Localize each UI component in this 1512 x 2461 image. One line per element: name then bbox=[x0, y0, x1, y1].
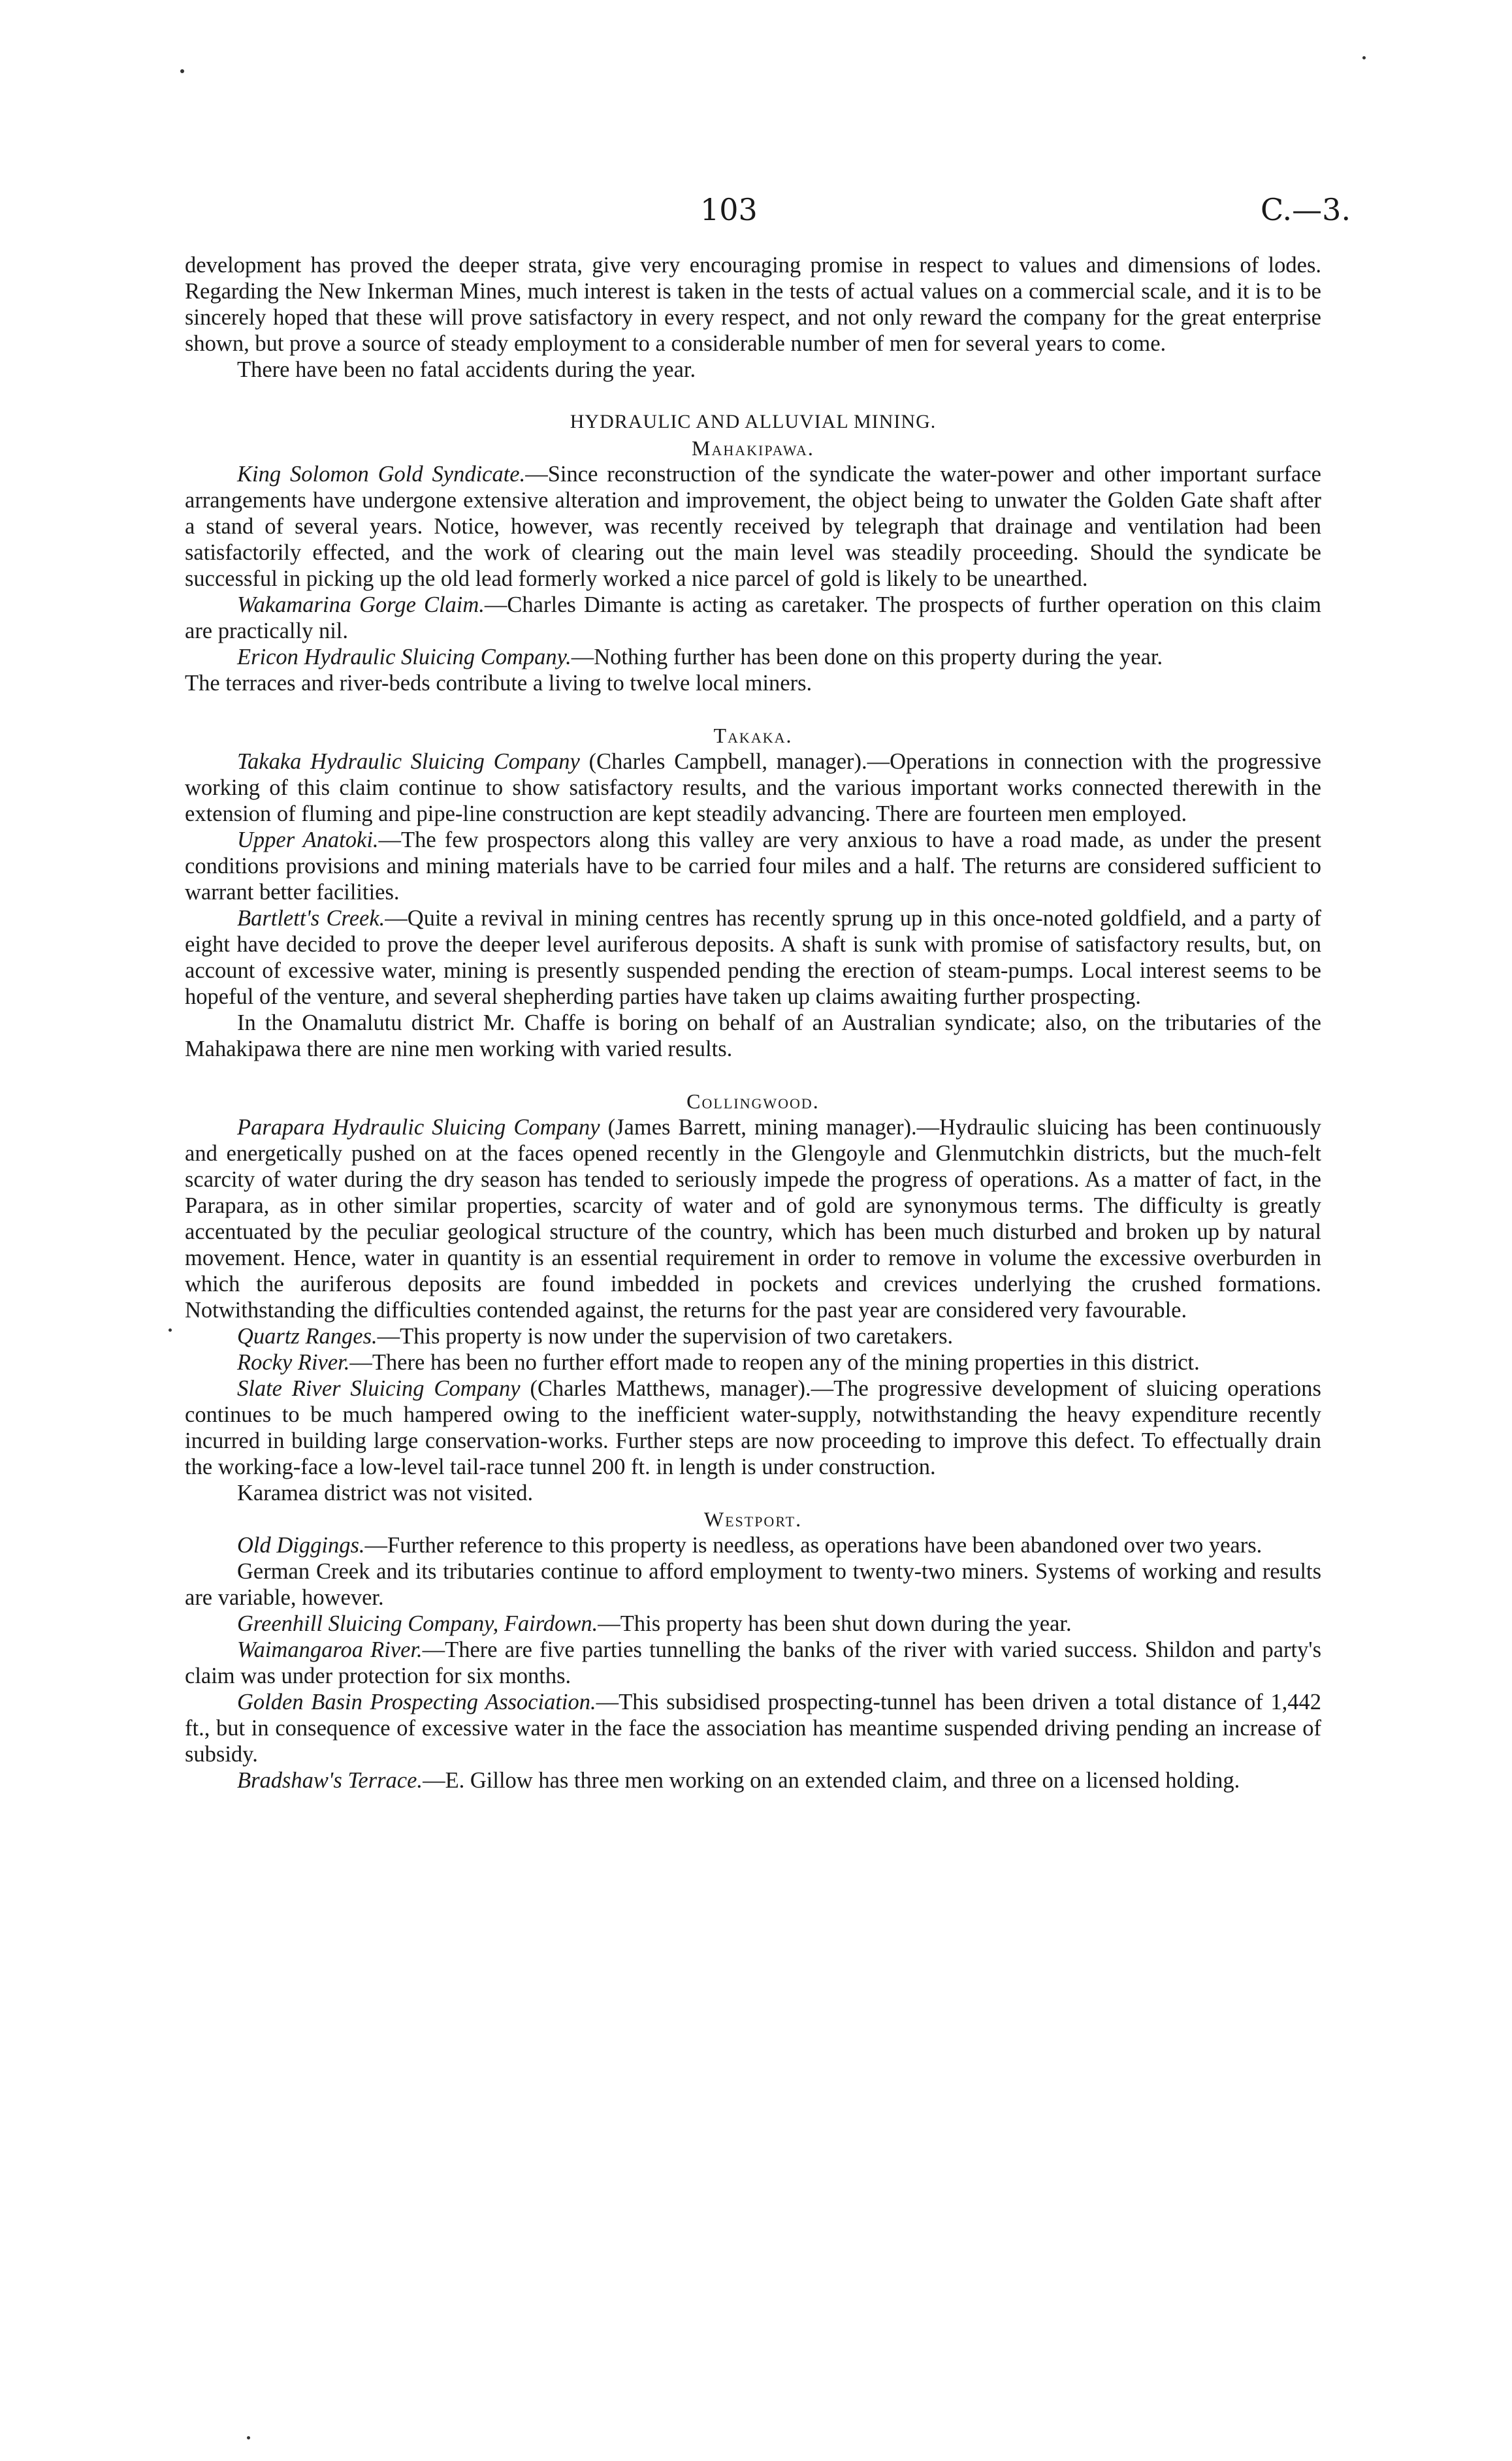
property-text: —There are five parties tunnelling the banks of the river with varied success. Shildon and party's claim was under protection for six months. bbox=[185, 1637, 1321, 1688]
property-name: Slate River Sluicing Company bbox=[237, 1376, 521, 1401]
paragraph-greenhill bbox=[185, 1611, 1321, 1637]
property-text: —Further reference to this property is needless, as operations have been abandoned over two years. bbox=[364, 1533, 1263, 1558]
page-body bbox=[185, 252, 1321, 1793]
property-name: Waimangaroa River. bbox=[237, 1637, 423, 1662]
paragraph-ericon bbox=[185, 644, 1321, 670]
subheading-mahakipawa: Mahakipawa. bbox=[692, 436, 814, 460]
paragraph-onamalutu: In the Onamalutu district Mr. Chaffe is boring on behalf of an Australian syndicate; also, on the tributaries of the Mahakipawa there are nine men working with varied results. bbox=[185, 1010, 1321, 1061]
subheading-takaka: Takaka. bbox=[713, 724, 793, 747]
paragraph-golden-basin bbox=[185, 1689, 1321, 1767]
paragraph-karamea: Karamea district was not visited. bbox=[237, 1481, 534, 1505]
property-text: —Nothing further has been done on this property during the year. bbox=[571, 645, 1163, 669]
property-text: (James Barrett, mining manager).—Hydraulic sluicing has been continuously and energetically pushed on at the faces opened recently in the Glengoyle and Glenmutchkin districts, but the much-felt scarcity of water during the dry season has tended to seriously impede the progress of operations. As a matter of fact, in the Parapara, as in other similar properties, scarcity of water and of gold are synonymous terms. The difficulty is greatly accentuated by the peculiar geological structure of the country, which has been much disturbed and broken up by natural movement. Hence, water in quantity is an essential requirement in order to remove in volume the excessive overburden in which the auriferous deposits are found imbedded in pockets and crevices underlying the crushed formations. Notwithstanding the difficulties contended against, the returns for the past year are considered very favourable. bbox=[185, 1115, 1321, 1323]
scan-speck bbox=[169, 1328, 172, 1332]
page-number: 103 bbox=[700, 192, 758, 227]
property-text: —There has been no further effort made to reopen any of the mining properties in this district. bbox=[349, 1350, 1200, 1375]
property-name: Ericon Hydraulic Sluicing Company. bbox=[237, 645, 571, 669]
document-reference: C.—3. bbox=[1261, 192, 1351, 227]
property-name: Wakamarina Gorge Claim. bbox=[237, 592, 485, 617]
property-name: Greenhill Sluicing Company, Fairdown. bbox=[237, 1611, 598, 1636]
property-name: Upper Anatoki. bbox=[237, 828, 379, 852]
property-text: —E. Gillow has three men working on an extended claim, and three on a licensed holding. bbox=[423, 1768, 1240, 1793]
paragraph-slate-river bbox=[185, 1375, 1321, 1480]
property-text: (Charles Matthews, manager).—The progressive development of sluicing operations continues to be much hampered owing to the inefficient water-supply, notwithstanding the heavy expenditure recently incurred in building large conservation-works. Further steps are now proceeding to improve this defect. To effectually drain the working-face a low-level tail-race tunnel 200 ft. in length is under construction. bbox=[185, 1376, 1321, 1479]
paragraph-fatal-accidents: There have been no fatal accidents during the year. bbox=[237, 357, 696, 382]
paragraph-wakamarina bbox=[185, 592, 1321, 644]
property-name: Golden Basin Prospecting Association. bbox=[237, 1690, 596, 1714]
paragraph-takaka-company bbox=[185, 748, 1321, 827]
property-text: —Charles Dimante is acting as caretaker. The prospects of further operation on this claim are practically nil. bbox=[185, 592, 1321, 643]
scan-speck bbox=[180, 69, 184, 73]
paragraph-terraces: The terraces and river-beds contribute a living to twelve local miners. bbox=[185, 671, 812, 696]
property-name: Old Diggings. bbox=[237, 1533, 365, 1558]
property-name: Takaka Hydraulic Sluicing Company bbox=[237, 749, 580, 774]
paragraph-development: development has proved the deeper strata, give very encouraging promise in respect to values and dimensions of lodes. Regarding the New Inkerman Mines, much interest is taken in the tests of actual values on a commercial scale, and it is to be sincerely hoped that these will prove satisfactory in every respect, and not only reward the company for the great enterprise shown, but prove a source of steady employment to a considerable number of men for several years to come. bbox=[185, 253, 1321, 356]
property-text: —The few prospectors along this valley are very anxious to have a road made, as under the present conditions provisions and mining materials have to be carried four miles and a half. The returns are considered sufficient to warrant better facilities. bbox=[185, 828, 1321, 905]
property-name: Bartlett's Creek. bbox=[237, 906, 385, 931]
paragraph-old-diggings bbox=[185, 1532, 1321, 1558]
property-text: —Quite a revival in mining centres has recently sprung up in this once-noted goldfield, and a party of eight have decided to prove the deeper level auriferous deposits. A shaft is sunk with promise of satisfactory results, but, on account of excessive water, mining is presently suspended pending the erection of steam-pumps. Local interest seems to be hopeful of the venture, and several shepherding parties have taken up claims awaiting further prospecting. bbox=[185, 906, 1321, 1009]
section-heading-hydraulic: HYDRAULIC AND ALLUVIAL MINING. bbox=[570, 411, 937, 432]
scan-speck bbox=[247, 2436, 250, 2439]
subheading-collingwood: Collingwood. bbox=[686, 1089, 820, 1113]
scan-speck bbox=[1362, 56, 1366, 59]
paragraph-king-solomon bbox=[185, 461, 1321, 592]
paragraph-parapara bbox=[185, 1114, 1321, 1323]
paragraph-quartz-ranges bbox=[185, 1323, 1321, 1349]
property-text: —This property has been shut down during the year. bbox=[598, 1611, 1072, 1636]
property-name: King Solomon Gold Syndicate. bbox=[237, 462, 526, 487]
property-name: Rocky River. bbox=[237, 1350, 350, 1375]
property-text: —This property is now under the supervision of two caretakers. bbox=[377, 1324, 954, 1349]
paragraph-rocky-river bbox=[185, 1349, 1321, 1375]
property-name: Bradshaw's Terrace. bbox=[237, 1768, 423, 1793]
paragraph-upper-anatoki bbox=[185, 827, 1321, 905]
property-name: Quartz Ranges. bbox=[237, 1324, 378, 1349]
paragraph-bartletts-creek bbox=[185, 905, 1321, 1010]
paragraph-bradshaws-terrace bbox=[185, 1767, 1321, 1793]
property-name: Parapara Hydraulic Sluicing Company bbox=[237, 1115, 600, 1140]
property-text: (Charles Campbell, manager).—Operations in connection with the progressive working of this claim continue to show satisfactory results, and the various important works connected therewith in the extension of fluming and pipe-line construction are kept steadily advancing. There are fourteen men employed. bbox=[185, 749, 1321, 826]
subheading-westport: Westport. bbox=[703, 1507, 803, 1531]
property-text: —Since reconstruction of the syndicate the water-power and other important surface arrangements have undergone extensive alteration and improvement, the object being to unwater the Golden Gate shaft after a stand of several years. Notice, however, was recently received by telegraph that drainage and ventilation had been satisfactorily effected, and the work of clearing out the main level was steadily proceeding. Should the syndicate be successful in picking up the old lead formerly worked a nice parcel of gold is likely to be unearthed. bbox=[185, 462, 1321, 591]
property-text: —This subsidised prospecting-tunnel has been driven a total distance of 1,442 ft., but in consequence of excessive water in the face the association has meantime suspended driving pending an increase of subsidy. bbox=[185, 1690, 1322, 1767]
paragraph-german-creek: German Creek and its tributaries continue to afford employment to twenty-two miners. Systems of working and results are variable, however. bbox=[185, 1559, 1321, 1610]
paragraph-waimangaroa bbox=[185, 1637, 1321, 1689]
